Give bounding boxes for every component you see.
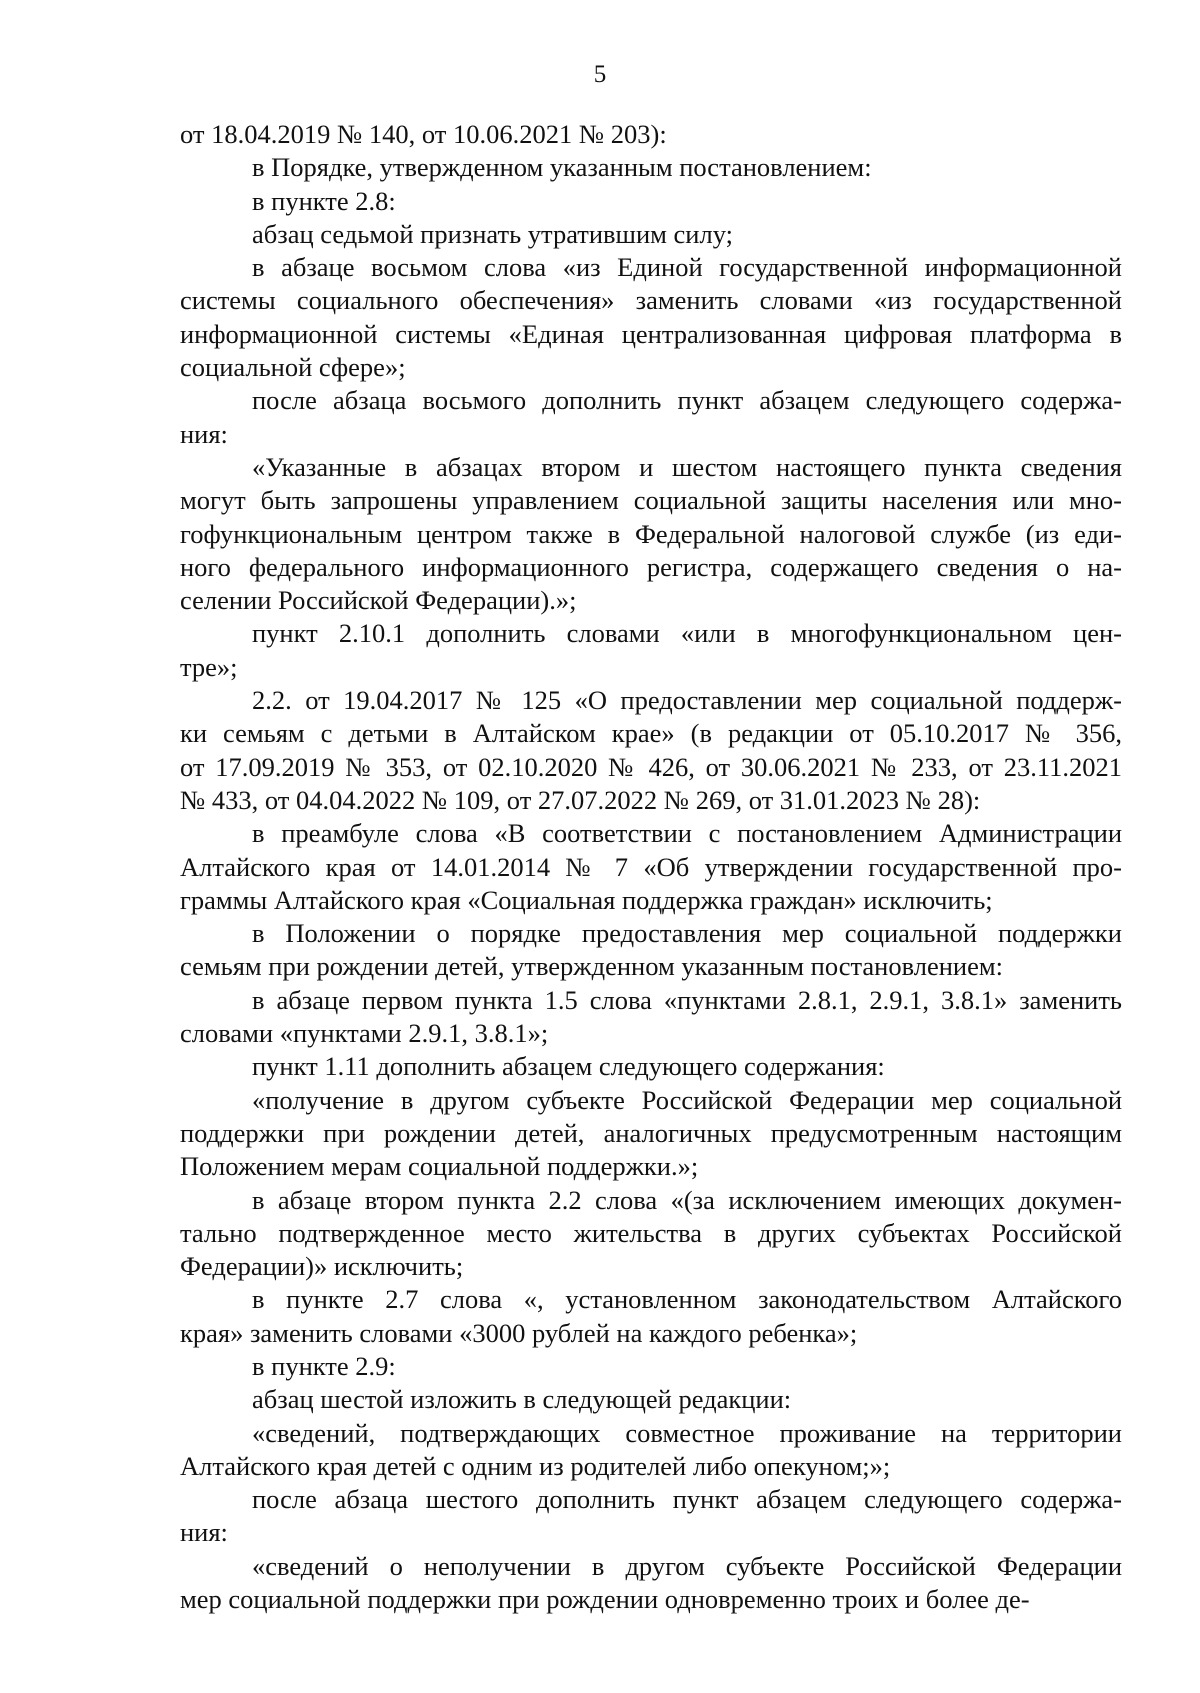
text-line: «Указанные в абзацах втором и шестом настоящего пункта сведения [252,451,1122,482]
paragraph [180,185,1122,218]
text-line: мер социальной поддержки при рождении одновременно троих и более де- [180,1584,1030,1615]
text-line: в абзаце втором пункта 2.2 слова «(за исключением имеющих докумен- [252,1184,1122,1215]
paragraph [180,917,1122,984]
text-line: Федерации)» исключить; [180,1251,464,1282]
text-line: в преамбуле слова «В соответствии с постановлением Администрации [252,818,1122,849]
paragraph [180,984,1122,1051]
paragraph [180,684,1122,817]
text-line: семьям при рождении детей, утвержденном указанным постановлением: [180,951,1004,982]
text-line: 2.2. от 19.04.2017 № 125 «О предоставлении мер социальной поддерж- [252,685,1122,716]
text-line: Алтайского края детей с одним из родителей либо опекуном;»; [180,1450,891,1481]
text-line: в пункте 2.8: [252,185,396,216]
text-line: № 433, от 04.04.2022 № 109, от 27.07.2022 № 269, от 31.01.2023 № 28): [180,784,981,815]
paragraph [180,251,1122,384]
text-line: в пункте 2.7 слова «, установленном законодательством Алтайского [252,1284,1122,1315]
text-line: «сведений, подтверждающих совместное проживание на территории [252,1417,1122,1448]
paragraph [180,617,1122,684]
text-line: Алтайского края от 14.01.2014 № 7 «Об утверждении государственной про- [180,851,1122,882]
paragraph [180,1417,1122,1484]
text-line: в пункте 2.9: [252,1350,396,1381]
paragraph [180,817,1122,917]
text-line: абзац шестой изложить в следующей редакции: [252,1384,792,1415]
text-line: тре»; [180,651,238,682]
text-line: гофункциональным центром также в Федеральной налоговой службе (из еди- [180,518,1122,549]
text-line: ного федерального информационного регистра, содержащего сведения о на- [180,551,1122,582]
paragraph [180,218,1122,251]
text-line: тально подтвержденное место жительства в других субъектах Российской [180,1217,1122,1248]
paragraph [180,1184,1122,1284]
text-line: могут быть запрошены управлением социальной защиты населения или мно- [180,485,1122,516]
text-line: селении Российской Федерации).»; [180,585,577,616]
paragraph [180,1350,1122,1383]
text-line: ки семьям с детьми в Алтайском крае» (в редакции от 05.10.2017 № 356, [180,718,1122,749]
paragraph [180,1283,1122,1350]
text-line: после абзаца восьмого дополнить пункт абзацем следующего содержа- [252,385,1122,416]
text-line: в абзаце восьмом слова «из Единой государственной информационной [252,252,1122,283]
text-line: «сведений о неполучении в другом субъекте Российской Федерации [252,1550,1122,1581]
paragraph [180,1550,1122,1617]
text-line: в Положении о порядке предоставления мер социальной поддержки [252,918,1122,949]
text-line: «получение в другом субъекте Российской Федерации мер социальной [252,1084,1122,1115]
text-line: информационной системы «Единая централизованная цифровая платформа в [180,318,1122,349]
text-line: ния: [180,1517,228,1548]
text-line: Положением мерам социальной поддержки.»; [180,1151,699,1182]
document-body [180,118,1122,1616]
text-line: от 17.09.2019 № 353, от 02.10.2020 № 426, от 30.06.2021 № 233, от 23.11.2021 [180,751,1122,782]
text-line: социальной сфере»; [180,352,406,383]
text-line: пункт 1.11 дополнить абзацем следующего содержания: [252,1051,885,1082]
paragraph [180,451,1122,617]
text-line: ния: [180,418,228,449]
paragraph [180,1383,1122,1416]
text-line: в абзаце первом пункта 1.5 слова «пунктами 2.8.1, 2.9.1, 3.8.1» заменить [252,984,1122,1015]
text-line: пункт 2.10.1 дополнить словами «или в многофункциональном цен- [252,618,1122,649]
text-line: граммы Алтайского края «Социальная поддержка граждан» исключить; [180,884,993,915]
text-line: края» заменить словами «3000 рублей на каждого ребенка»; [180,1317,858,1348]
text-line: после абзаца шестого дополнить пункт абзацем следующего содержа- [252,1484,1122,1515]
text-line: поддержки при рождении детей, аналогичных предусмотренным настоящим [180,1117,1122,1148]
paragraph [180,384,1122,451]
text-line: от 18.04.2019 № 140, от 10.06.2021 № 203): [180,119,667,149]
text-line: словами «пунктами 2.9.1, 3.8.1»; [180,1018,549,1049]
text-line: абзац седьмой признать утратившим силу; [252,218,733,249]
paragraph [180,1084,1122,1184]
paragraph [180,1050,1122,1083]
text-line: системы социального обеспечения» заменить словами «из государственной [180,285,1122,316]
text-line: в Порядке, утвержденном указанным постановлением: [252,152,872,183]
paragraph [180,1483,1122,1550]
paragraph [180,151,1122,184]
paragraph [180,118,1122,151]
page-number: 5 [593,61,607,88]
